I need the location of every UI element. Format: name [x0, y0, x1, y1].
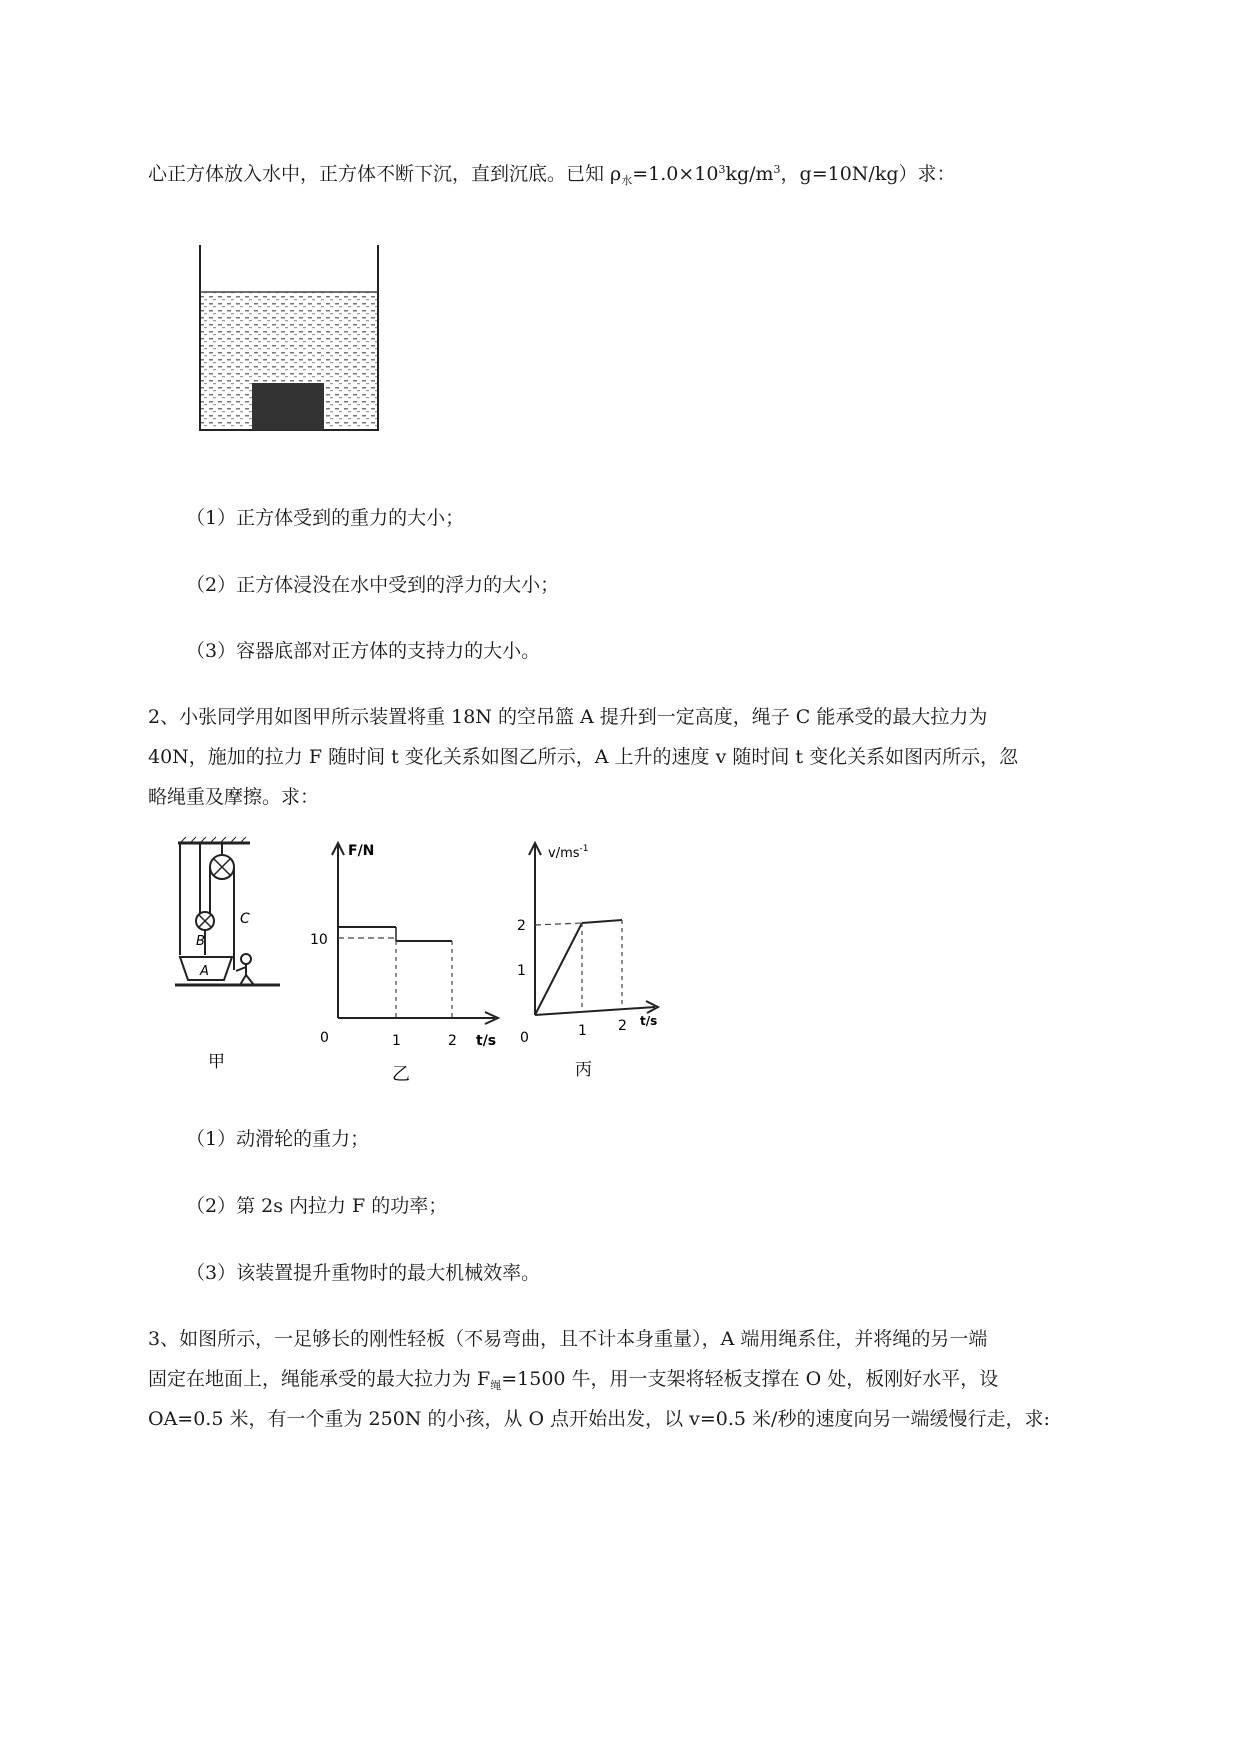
- v-axis-label: $v/ms^{-1}$: [548, 844, 589, 861]
- q2-line-1: 2、小张同学用如图甲所示装置将重 18N 的空吊篮 A 提升到一定高度，绳子 C 能承受的最大拉力为: [148, 706, 988, 728]
- q3-line-2-a: 固定在地面上，绳能承受的最大拉力为 F: [148, 1368, 491, 1390]
- f-t-axis-label: t/s: [476, 1033, 497, 1049]
- q2-figures: [170, 835, 690, 1095]
- q2-line-2: 40N，施加的拉力 F 随时间 t 变化关系如图乙所示，A 上升的速度 v 随时间 t 变化关系如图丙所示，忽: [148, 746, 1019, 768]
- v-tick-2: 2: [517, 918, 526, 934]
- q3-line-2-b: =1500 牛，用一支架将轻板支撑在 O 处，板刚好水平，设: [501, 1368, 999, 1390]
- rho-subscript: 水: [621, 174, 633, 187]
- f-origin: 0: [320, 1030, 329, 1046]
- v-t-graph: [529, 843, 658, 1015]
- force-subscript: 绳: [490, 1379, 502, 1392]
- q3-line-1: 3、如图所示，一足够长的刚性轻板（不易弯曲，且不计本身重量），A 端用绳系住，并将绳的另一端: [148, 1328, 988, 1350]
- v-origin: 0: [520, 1030, 529, 1046]
- density-unit: kg/m: [725, 163, 774, 185]
- f-tick-10: 10: [310, 932, 328, 948]
- q2-part-1: （1）动滑轮的重力；: [186, 1128, 370, 1150]
- q1-part-1: （1）正方体受到的重力的大小；: [186, 507, 465, 529]
- q1-part-3: （3）容器底部对正方体的支持力的大小。: [186, 640, 541, 662]
- label-a: A: [200, 964, 209, 979]
- q3-line-2: [148, 1366, 998, 1399]
- v-t-axis-label: t/s: [640, 1014, 658, 1028]
- v-tick-1: 1: [517, 963, 526, 979]
- density-exponent: 3: [718, 163, 726, 176]
- rho-symbol: ρ: [610, 163, 622, 185]
- v-t-tick-2: 2: [618, 1018, 627, 1034]
- f-t-tick-2: 2: [448, 1033, 457, 1049]
- pulley-diagram: [175, 837, 280, 985]
- v-t-tick-1: 1: [578, 1023, 587, 1039]
- f-t-tick-1: 1: [392, 1033, 401, 1049]
- intro-line: [148, 157, 956, 194]
- cube: [252, 383, 324, 430]
- density-value: =1.0×10: [632, 163, 719, 185]
- intro-text: 心正方体放入水中，正方体不断下沉，直到沉底。已知: [148, 163, 611, 185]
- f-axis-label: F/N: [348, 843, 375, 859]
- unit-exponent: 3: [773, 163, 781, 176]
- q2-line-3: 略绳重及摩擦。求：: [148, 786, 320, 808]
- q2-part-2: （2）第 2s 内拉力 F 的功率；: [186, 1195, 448, 1217]
- gravity-text: ，g=10N/kg）求：: [780, 163, 956, 185]
- label-c: C: [240, 911, 250, 927]
- caption-jia: 甲: [208, 1052, 225, 1072]
- caption-bing: 丙: [575, 1060, 592, 1080]
- caption-yi: 乙: [392, 1064, 410, 1085]
- container-figure: [190, 245, 390, 445]
- q1-part-2: （2）正方体浸没在水中受到的浮力的大小；: [186, 574, 560, 596]
- label-b: B: [196, 934, 205, 949]
- q2-part-3: （3）该装置提升重物时的最大机械效率。: [186, 1262, 541, 1284]
- q3-line-3: OA=0.5 米，有一个重为 250N 的小孩，从 O 点开始出发，以 v=0.5 米/秒的速度向另一端缓慢行走，求:: [148, 1408, 1050, 1430]
- f-t-graph: [332, 843, 498, 1024]
